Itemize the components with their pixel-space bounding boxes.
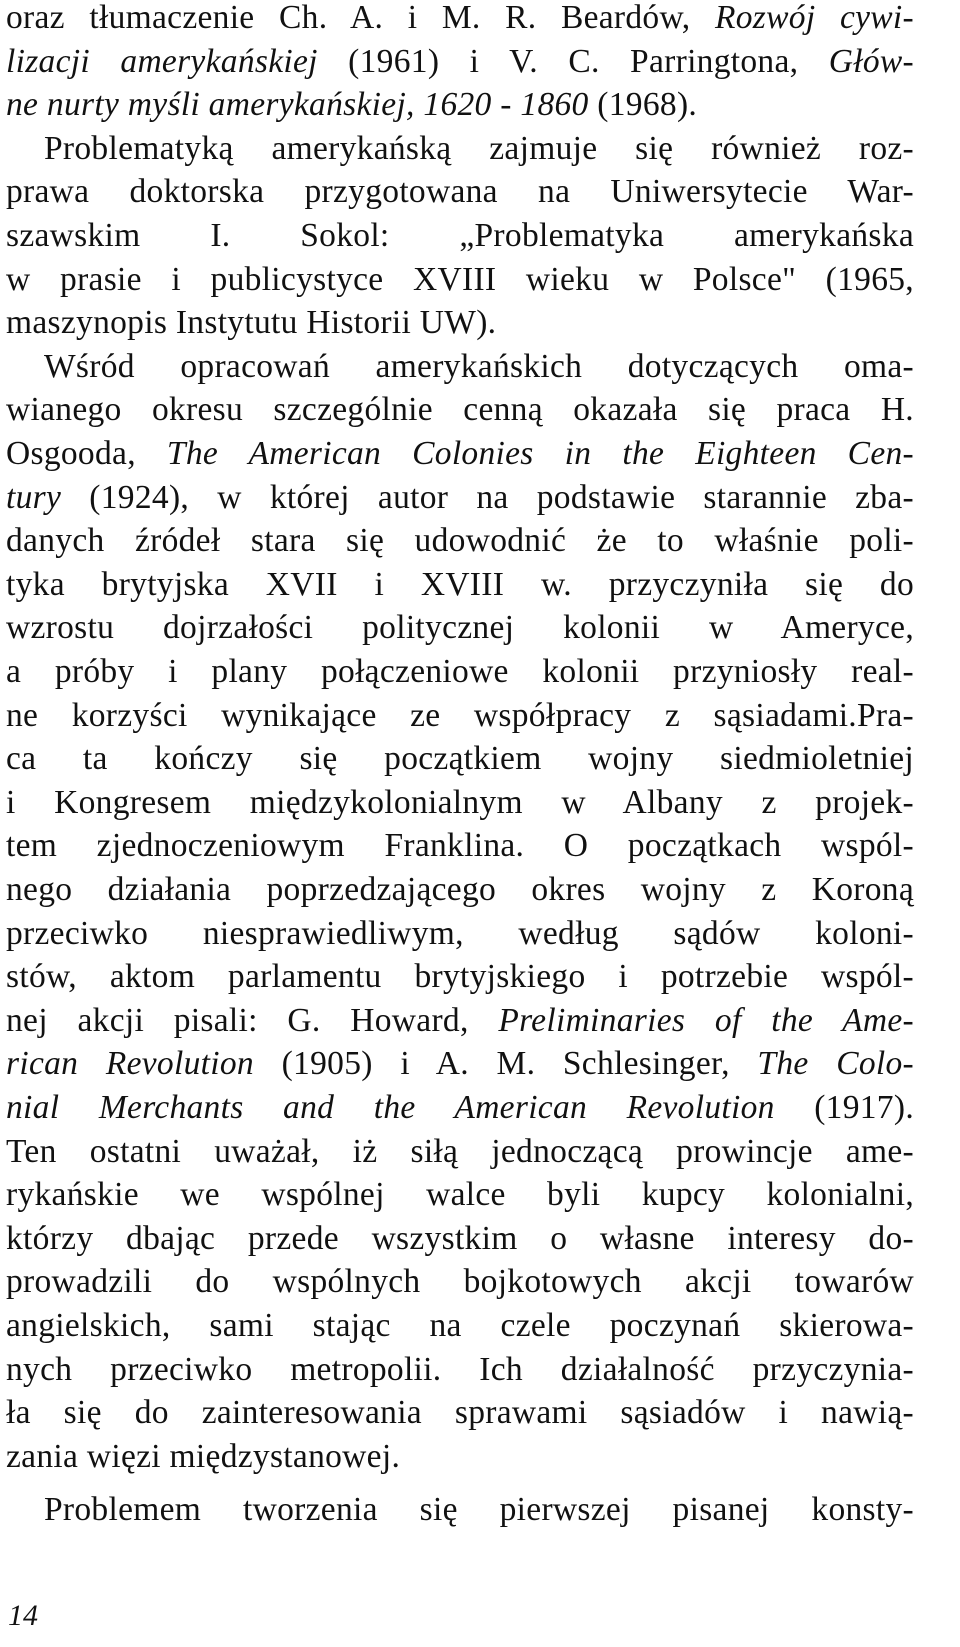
page-number: 14	[8, 1599, 38, 1632]
text-run: Osgooda,	[6, 435, 167, 472]
text-line	[6, 999, 914, 1043]
text-line	[6, 563, 914, 607]
text-line	[6, 0, 914, 40]
italic-text: Preliminaries of the Ame-	[498, 1001, 914, 1039]
text-run: ne korzyści wynikające ze współpracy z sąsiadami.Pra-	[6, 696, 914, 734]
text-run: stów, aktom parlamentu brytyjskiego i potrzebie wspól-	[6, 958, 914, 996]
text-line	[6, 40, 914, 84]
text-run: prawa doktorska przygotowana na Uniwersytecie War-	[6, 173, 914, 211]
italic-text: Głów-	[828, 42, 914, 80]
text-run: (1924), w której autor na podstawie starannie zba-	[61, 478, 914, 516]
text-run: angielskich, sami stając na czele poczynań skierowa-	[6, 1307, 914, 1344]
text-run: a próby i plany połączeniowe kolonii przyniosły real-	[6, 653, 914, 690]
text-line	[6, 824, 914, 868]
text-line	[44, 127, 914, 171]
text-run: tyka brytyjska XVII i XVIII w. przyczyniła się do	[6, 565, 914, 603]
italic-text: The Colo-	[757, 1045, 914, 1083]
text-line	[6, 1042, 914, 1086]
text-line	[6, 694, 914, 738]
text-run: w prasie i publicystyce XVIII wieku w Polsce" (1965,	[6, 260, 914, 298]
text-line	[6, 650, 914, 694]
text-line	[6, 476, 914, 520]
text-run: (1917).	[774, 1089, 914, 1126]
italic-text: Rozwój cywi-	[714, 0, 914, 36]
text-line	[6, 258, 914, 302]
text-line	[6, 432, 914, 476]
text-line	[6, 1304, 914, 1348]
text-line	[6, 388, 914, 432]
text-run: zania więzi międzystanowej.	[6, 1437, 401, 1475]
text-line	[6, 781, 914, 825]
text-run: danych źródeł stara się udowodnić że to właśnie poli-	[6, 522, 914, 560]
text-line	[6, 1348, 914, 1392]
italic-text: lizacji amerykańskiej	[6, 42, 318, 80]
text-line	[44, 1488, 914, 1532]
text-run: Problemem tworzenia się pierwszej pisanej konsty-	[44, 1491, 914, 1529]
text-line	[6, 83, 914, 127]
text-line	[6, 1130, 914, 1174]
text-run: wzrostu dojrzałości politycznej kolonii w Ameryce,	[6, 609, 914, 647]
text-line	[6, 1391, 914, 1435]
text-line	[6, 868, 914, 912]
text-run: Problematyką amerykańską zajmuje się również roz-	[44, 129, 914, 167]
text-run: Wśród opracowań amerykańskich dotyczących oma-	[44, 347, 914, 385]
text-run: którzy dbając przede wszystkim o własne interesy do-	[6, 1219, 914, 1257]
italic-text: tury	[6, 478, 62, 516]
text-run: i Kongresem międzykolonialnym w Albany z projek-	[6, 783, 914, 821]
italic-text: rican Revolution	[6, 1045, 254, 1083]
text-run: ła się do zainteresowania sprawami sąsiadów i nawią-	[6, 1394, 914, 1432]
text-run: (1905) i A. M. Schlesinger,	[253, 1045, 758, 1083]
text-run: (1961) i V. C. Parringtona,	[317, 42, 829, 80]
text-line	[6, 170, 914, 214]
text-run: nych przeciwko metropolii. Ich działalność przyczynia-	[6, 1350, 914, 1388]
text-run: Ten ostatni uważał, iż siłą jednoczącą prowincje ame-	[6, 1132, 914, 1170]
text-line	[6, 1086, 914, 1130]
text-line	[6, 912, 914, 956]
text-run: oraz tłumaczenie Ch. A. i M. R. Beardów,	[6, 0, 715, 36]
text-line	[6, 301, 914, 345]
text-run: przeciwko niesprawiedliwym, według sądów koloni-	[6, 914, 914, 952]
text-line	[44, 345, 914, 389]
text-run: ca ta kończy się początkiem wojny siedmioletniej	[6, 740, 914, 778]
italic-text: The American Colonies in the Eighteen Cen-	[166, 435, 914, 472]
text-run: tem zjednoczeniowym Franklina. O początkach wspól-	[6, 827, 914, 865]
text-run: (1968).	[588, 86, 698, 124]
text-run: prowadzili do wspólnych bojkotowych akcji towarów	[6, 1263, 914, 1301]
text-line	[6, 214, 914, 258]
text-line	[6, 519, 914, 563]
text-run: rykańskie we wspólnej walce byli kupcy kolonialni,	[6, 1176, 914, 1214]
text-line	[6, 1173, 914, 1217]
italic-text: nial Merchants and the American Revolution	[6, 1089, 775, 1126]
text-line	[6, 1217, 914, 1261]
text-run: nej akcji pisali: G. Howard,	[6, 1001, 499, 1039]
text-line	[6, 955, 914, 999]
text-run: szawskim I. Sokol: „Problematyka amerykańska	[6, 217, 914, 254]
text-run: nego działania poprzedzającego okres wojny z Koroną	[6, 871, 914, 908]
text-run: wianego okresu szczególnie cenną okazała się praca H.	[6, 391, 914, 429]
text-line	[6, 606, 914, 650]
text-run: maszynopis Instytutu Historii UW).	[6, 304, 497, 342]
text-line	[6, 737, 914, 781]
text-line	[6, 1435, 914, 1479]
italic-text: ne nurty myśli amerykańskiej, 1620 - 1860	[6, 86, 589, 124]
text-line	[6, 1260, 914, 1304]
